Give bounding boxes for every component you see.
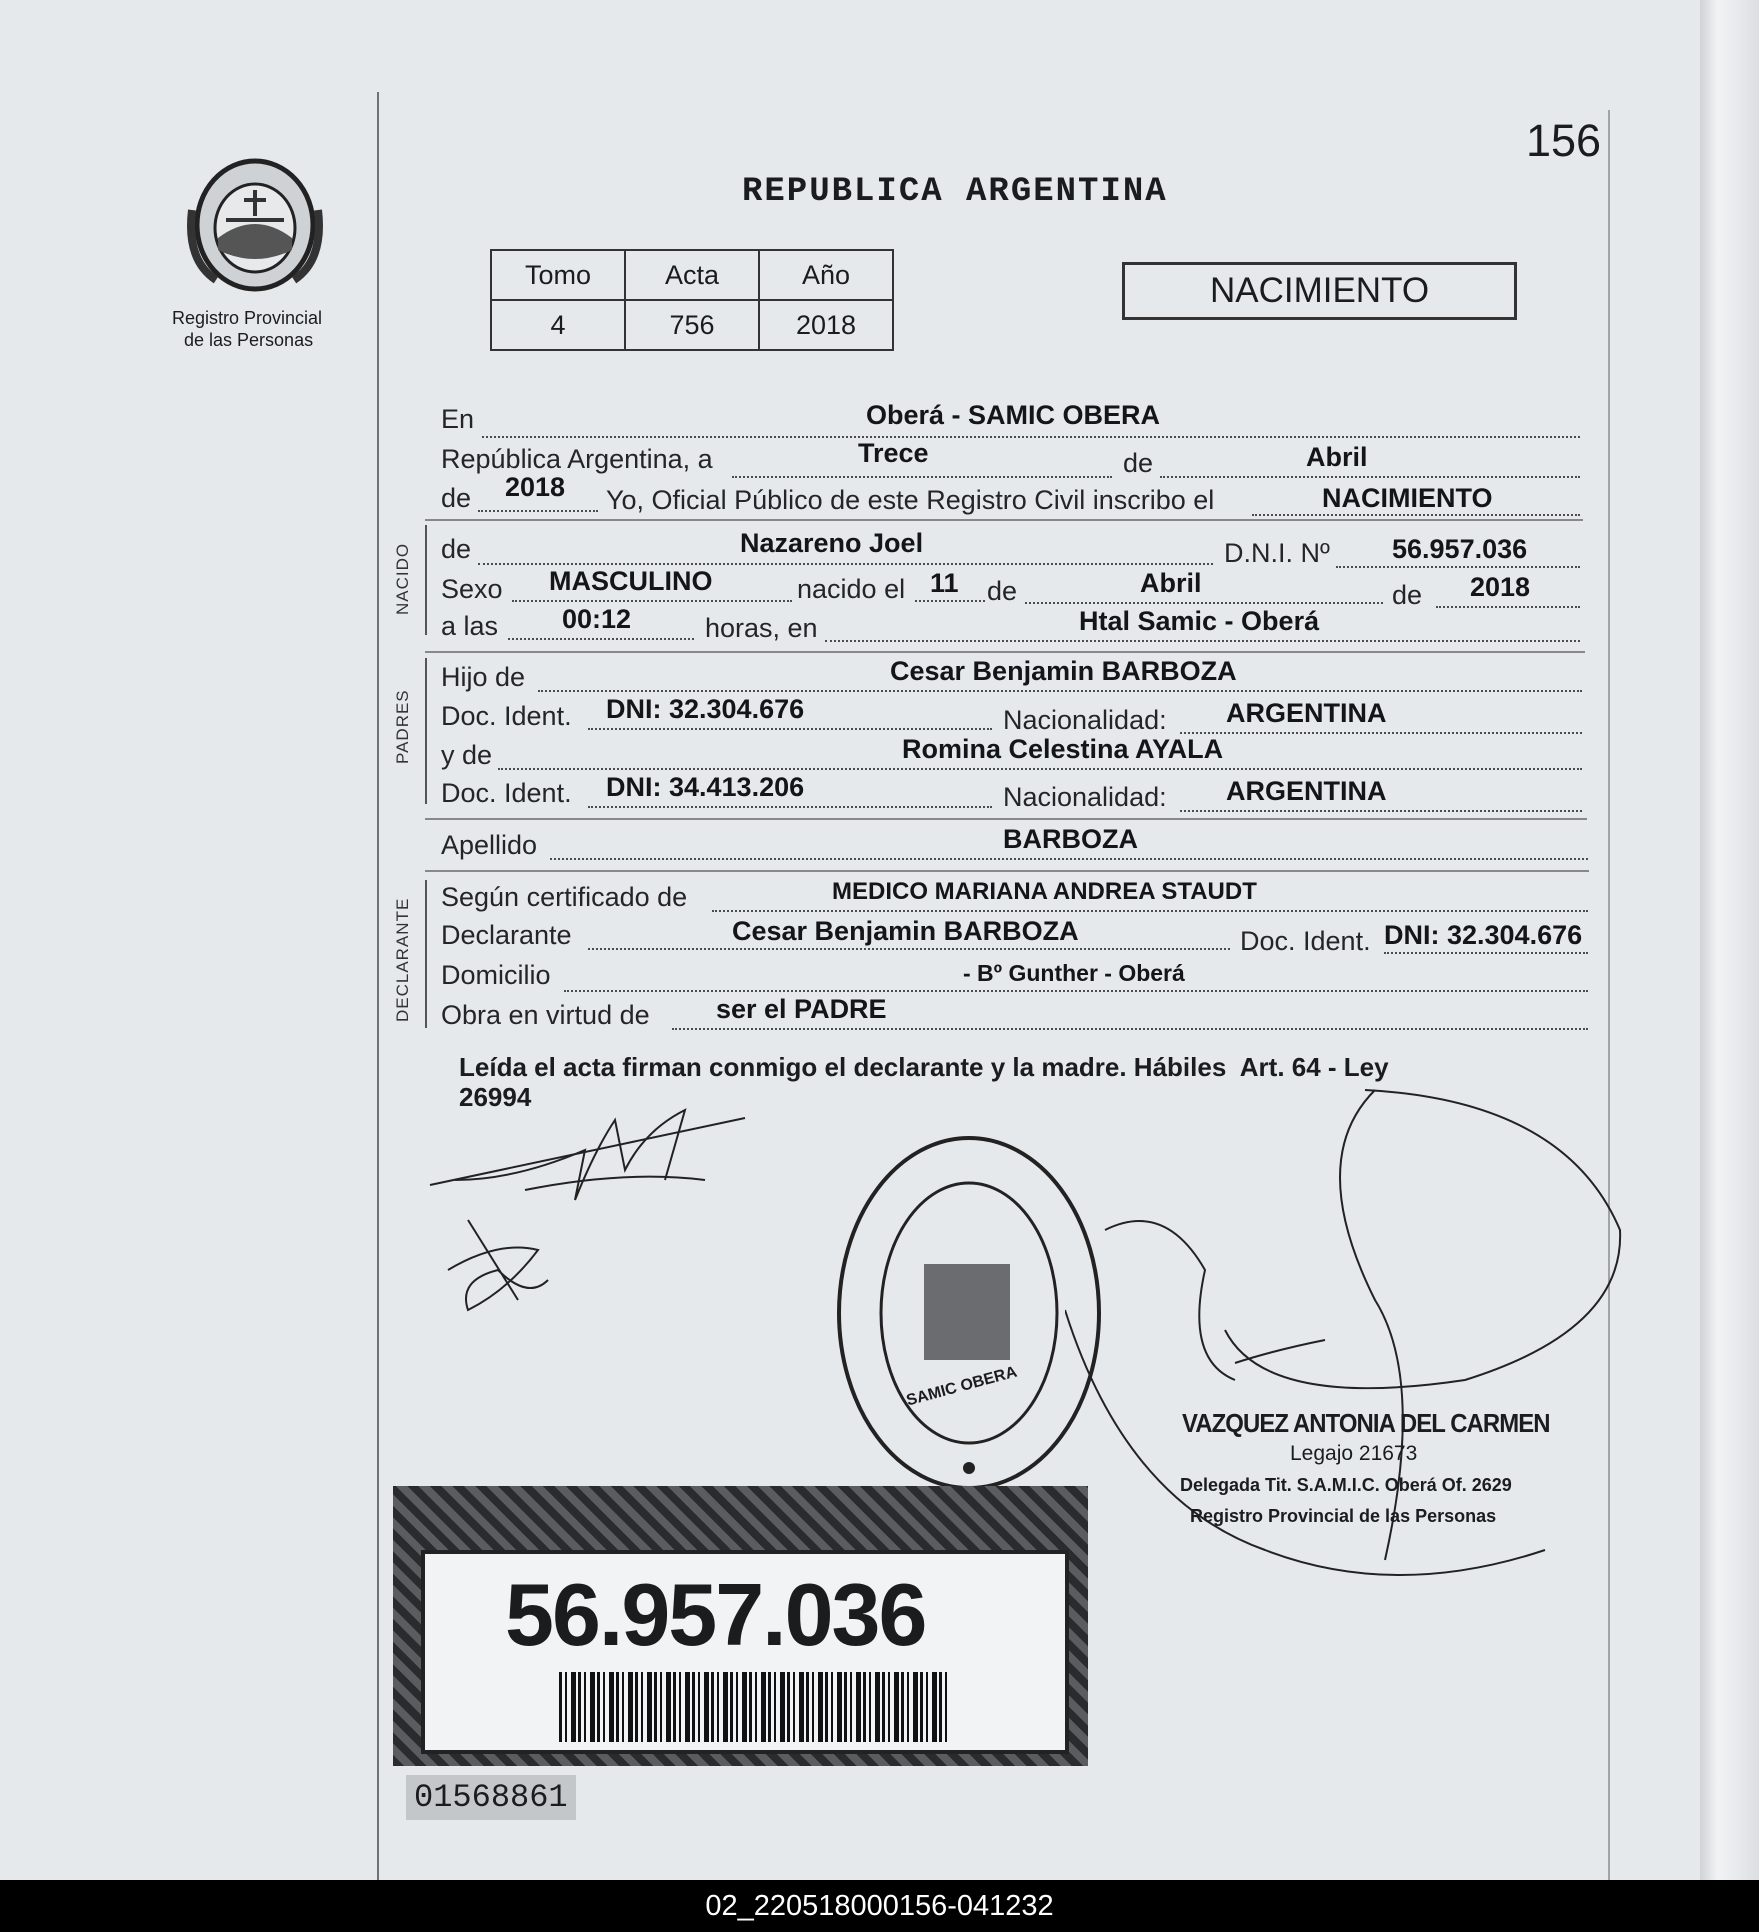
dotted-line: [825, 640, 1580, 642]
label-dni: D.N.I. Nº: [1224, 538, 1330, 568]
document-type-box: NACIMIENTO: [1122, 262, 1517, 320]
section-bracket-padres: [425, 658, 427, 804]
official-signature: [1065, 1080, 1625, 1610]
label-de-mes: de: [987, 576, 1018, 606]
value-dni: 56.957.036: [1392, 534, 1528, 564]
dotted-line: [498, 768, 1582, 770]
dotted-line: [1160, 476, 1580, 478]
declarant-signature: [425, 1090, 755, 1210]
id-number-sticker: [393, 1486, 1088, 1766]
dotted-line: [508, 638, 694, 640]
label-doc-ident-2: Doc. Ident.: [441, 778, 572, 808]
table-value-acta: 756: [625, 300, 759, 350]
value-tipo: NACIMIENTO: [1322, 483, 1493, 513]
value-nombre: Nazareno Joel: [740, 528, 924, 558]
dotted-line: [478, 563, 1213, 565]
closing-text-line1: Leída el acta firman conmigo el declarante y la madre. Hábiles Art. 64 - Ley: [459, 1052, 1389, 1082]
label-de-year: de: [441, 483, 472, 513]
value-certificado: MEDICO MARIANA ANDREA STAUDT: [832, 878, 1257, 905]
emblem-caption-2: de las Personas: [184, 330, 314, 350]
table-header-anio: Año: [759, 250, 893, 300]
misiones-seal-icon: [186, 150, 324, 300]
value-declarante: Cesar Benjamin BARBOZA: [732, 916, 1079, 946]
dotted-line: [915, 600, 985, 602]
value-dia-inscripcion: Trece: [858, 438, 929, 468]
label-declarante: Declarante: [441, 920, 572, 950]
dotted-line: [1252, 514, 1580, 516]
official-name: VAZQUEZ ANTONIA DEL CARMEN: [1182, 1408, 1550, 1438]
section-bracket-declarante: [425, 880, 427, 1028]
right-margin-line: [1608, 110, 1610, 1880]
value-hora: 00:12: [562, 604, 632, 634]
sticker-panel: [421, 1550, 1069, 1754]
value-mes-inscripcion: Abril: [1306, 442, 1368, 472]
label-apellido: Apellido: [441, 830, 538, 860]
left-margin-line: [377, 92, 379, 1880]
dotted-line: [550, 858, 1588, 860]
barcode-icon: [559, 1672, 949, 1742]
value-padre-nac: ARGENTINA: [1226, 698, 1387, 728]
label-nacido-el: nacido el: [797, 574, 906, 604]
label-domicilio: Domicilio: [441, 960, 551, 990]
dotted-line: [564, 990, 1588, 992]
section-divider: [425, 651, 1585, 653]
dotted-line: [712, 910, 1588, 912]
label-oficial: Yo, Oficial Público de este Registro Civil inscribo el: [606, 485, 1215, 515]
table-value-tomo: 4: [491, 300, 625, 350]
province-emblem: [186, 150, 324, 300]
official-registro: Registro Provincial de las Personas: [1190, 1506, 1497, 1526]
value-lugar-nacimiento: Htal Samic - Oberá: [1079, 606, 1320, 636]
section-bracket-nacido: [425, 525, 427, 635]
dotted-line: [1336, 566, 1580, 568]
value-mes-nacimiento: Abril: [1140, 568, 1202, 598]
section-divider: [425, 870, 1589, 872]
label-y-de: y de: [441, 740, 493, 770]
label-en: En: [441, 404, 475, 434]
value-lugar: Oberá - SAMIC OBERA: [866, 400, 1161, 430]
section-label-padres: PADRES: [393, 689, 412, 764]
value-padre-doc: DNI: 32.304.676: [606, 694, 805, 724]
section-divider: [425, 818, 1587, 820]
value-domicilio: - Bº Gunther - Oberá: [963, 960, 1185, 986]
dotted-line: [1436, 606, 1580, 608]
dotted-line: [588, 806, 992, 808]
value-dia-nacimiento: 11: [930, 568, 959, 598]
table-header-acta: Acta: [625, 250, 759, 300]
label-republica: República Argentina, a: [441, 444, 713, 474]
value-madre-nac: ARGENTINA: [1226, 776, 1387, 806]
official-cargo: Delegada Tit. S.A.M.I.C. Oberá Of. 2629: [1180, 1475, 1512, 1495]
sticker-serial: 01568861: [406, 1775, 576, 1820]
dotted-line: [732, 476, 1112, 478]
section-label-nacido: NACIDO: [393, 542, 412, 615]
emblem-caption-1: Registro Provincial: [172, 308, 323, 328]
value-madre-doc: DNI: 34.413.206: [606, 772, 805, 802]
dotted-line: [1180, 810, 1582, 812]
dotted-line: [1384, 952, 1588, 954]
page-number: 156: [1526, 115, 1602, 166]
label-sexo: Sexo: [441, 574, 503, 604]
dotted-line: [672, 1028, 1588, 1030]
table-header-tomo: Tomo: [491, 250, 625, 300]
value-anio-nacimiento: 2018: [1470, 572, 1531, 602]
label-horas-en: horas, en: [705, 613, 818, 643]
label-obra-en-virtud: Obra en virtud de: [441, 1000, 650, 1030]
dotted-line: [482, 436, 1580, 438]
paper-edge: [1700, 0, 1759, 1880]
official-legajo: Legajo 21673: [1290, 1442, 1418, 1465]
label-de: de: [1123, 448, 1154, 478]
dotted-line: [1180, 732, 1582, 734]
label-nacionalidad-1: Nacionalidad:: [1003, 705, 1167, 735]
label-nacionalidad-2: Nacionalidad:: [1003, 782, 1167, 812]
closing-text-line2: 26994: [459, 1082, 532, 1112]
value-declarante-doc: DNI: 32.304.676: [1384, 920, 1583, 950]
sticker-number: 56.957.036: [505, 1565, 926, 1664]
value-padre: Cesar Benjamin BARBOZA: [890, 656, 1237, 686]
table-value-anio: 2018: [759, 300, 893, 350]
mother-signature: [428, 1210, 568, 1330]
dotted-line: [512, 600, 792, 602]
dotted-line: [588, 948, 1230, 950]
value-en-virtud: ser el PADRE: [716, 994, 887, 1024]
dotted-line: [588, 728, 992, 730]
value-madre: Romina Celestina AYALA: [902, 734, 1224, 764]
dotted-line: [1025, 602, 1383, 604]
country-title: REPUBLICA ARGENTINA: [742, 173, 1168, 211]
section-divider: [425, 519, 1583, 521]
label-hijo-de: Hijo de: [441, 662, 526, 692]
record-table: [490, 249, 894, 351]
dotted-line: [478, 510, 598, 512]
label-de-nombre: de: [441, 534, 472, 564]
label-a-las: a las: [441, 611, 499, 641]
value-sexo: MASCULINO: [549, 566, 713, 596]
label-doc-ident-3: Doc. Ident.: [1240, 926, 1371, 956]
label-de-anio: de: [1392, 580, 1423, 610]
value-anio-inscripcion: 2018: [505, 472, 566, 502]
label-doc-ident-1: Doc. Ident.: [441, 701, 572, 731]
section-label-declarante: DECLARANTE: [393, 897, 412, 1022]
dotted-line: [538, 690, 1582, 692]
stamp-inner-text: SAMIC OBERA: [904, 1363, 1019, 1410]
footer-file-code: 02_220518000156-041232: [0, 1880, 1759, 1932]
label-segun-certificado: Según certificado de: [441, 882, 688, 912]
value-apellido: BARBOZA: [1003, 824, 1138, 854]
